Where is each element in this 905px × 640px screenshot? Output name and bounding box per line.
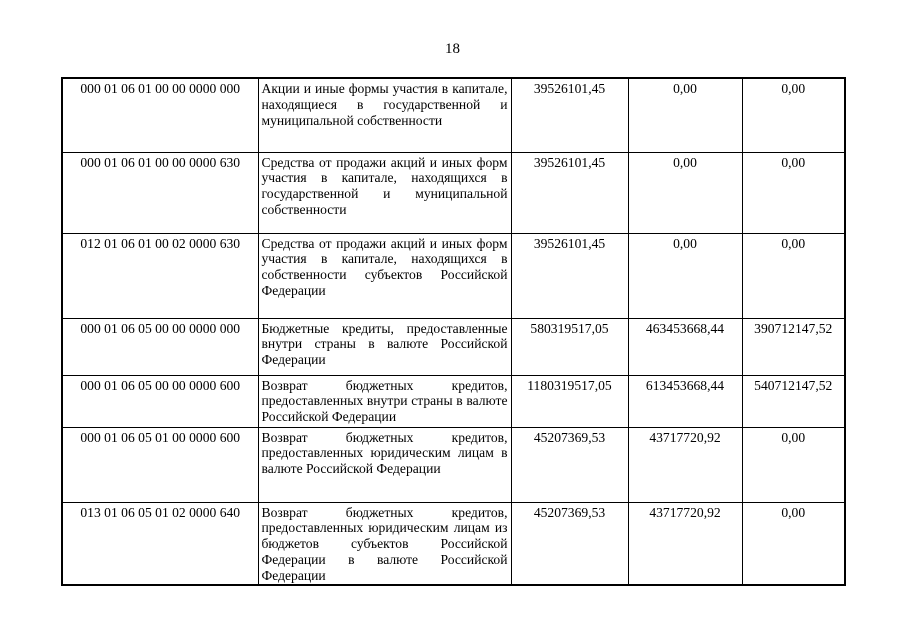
name-cell: Средства от продажи акций и иных форм участия в капитале, находящихся в собственности субъектов Российской Федерации [258, 233, 511, 318]
name-cell: Акции и иные формы участия в капитале, находящиеся в государственной и муниципальной собственности [258, 78, 511, 152]
amount-cell: 39526101,45 [511, 233, 628, 318]
code-cell: 000 01 06 05 01 00 0000 600 [62, 427, 258, 502]
name-cell: Возврат бюджетных кредитов, предоставленных юридическим лицам из бюджетов субъектов Российской Федерации в валюте Российской Федерации [258, 502, 511, 585]
amount-cell: 43717720,92 [628, 502, 742, 585]
amount-cell: 0,00 [742, 233, 845, 318]
code-cell: 000 01 06 05 00 00 0000 600 [62, 375, 258, 427]
amount-cell: 45207369,53 [511, 502, 628, 585]
table-row [62, 502, 845, 585]
amount-cell: 0,00 [628, 78, 742, 152]
amount-cell: 1180319517,05 [511, 375, 628, 427]
amount-cell: 45207369,53 [511, 427, 628, 502]
table-row [62, 427, 845, 502]
code-cell: 000 01 06 05 00 00 0000 000 [62, 318, 258, 375]
amount-cell: 39526101,45 [511, 152, 628, 233]
code-cell: 000 01 06 01 00 00 0000 630 [62, 152, 258, 233]
amount-cell: 39526101,45 [511, 78, 628, 152]
name-cell: Возврат бюджетных кредитов, предоставленных юридическим лицам в валюте Российской Федерации [258, 427, 511, 502]
amount-cell: 0,00 [628, 152, 742, 233]
table-row [62, 375, 845, 427]
amount-cell: 0,00 [742, 427, 845, 502]
name-cell: Средства от продажи акций и иных форм участия в капитале, находящихся в государственной и муниципальной собственности [258, 152, 511, 233]
amount-cell: 43717720,92 [628, 427, 742, 502]
table-row [62, 233, 845, 318]
amount-cell: 463453668,44 [628, 318, 742, 375]
amount-cell: 0,00 [742, 78, 845, 152]
budget-table [61, 77, 846, 586]
name-cell: Бюджетные кредиты, предоставленные внутри страны в валюте Российской Федерации [258, 318, 511, 375]
amount-cell: 580319517,05 [511, 318, 628, 375]
amount-cell: 0,00 [742, 152, 845, 233]
code-cell: 000 01 06 01 00 00 0000 000 [62, 78, 258, 152]
code-cell: 013 01 06 05 01 02 0000 640 [62, 502, 258, 585]
amount-cell: 613453668,44 [628, 375, 742, 427]
page-number: 18 [445, 41, 460, 57]
table-row [62, 78, 845, 152]
table-row [62, 318, 845, 375]
amount-cell: 540712147,52 [742, 375, 845, 427]
table-row [62, 152, 845, 233]
code-cell: 012 01 06 01 00 02 0000 630 [62, 233, 258, 318]
name-cell: Возврат бюджетных кредитов, предоставленных внутри страны в валюте Российской Федерации [258, 375, 511, 427]
amount-cell: 390712147,52 [742, 318, 845, 375]
amount-cell: 0,00 [742, 502, 845, 585]
amount-cell: 0,00 [628, 233, 742, 318]
